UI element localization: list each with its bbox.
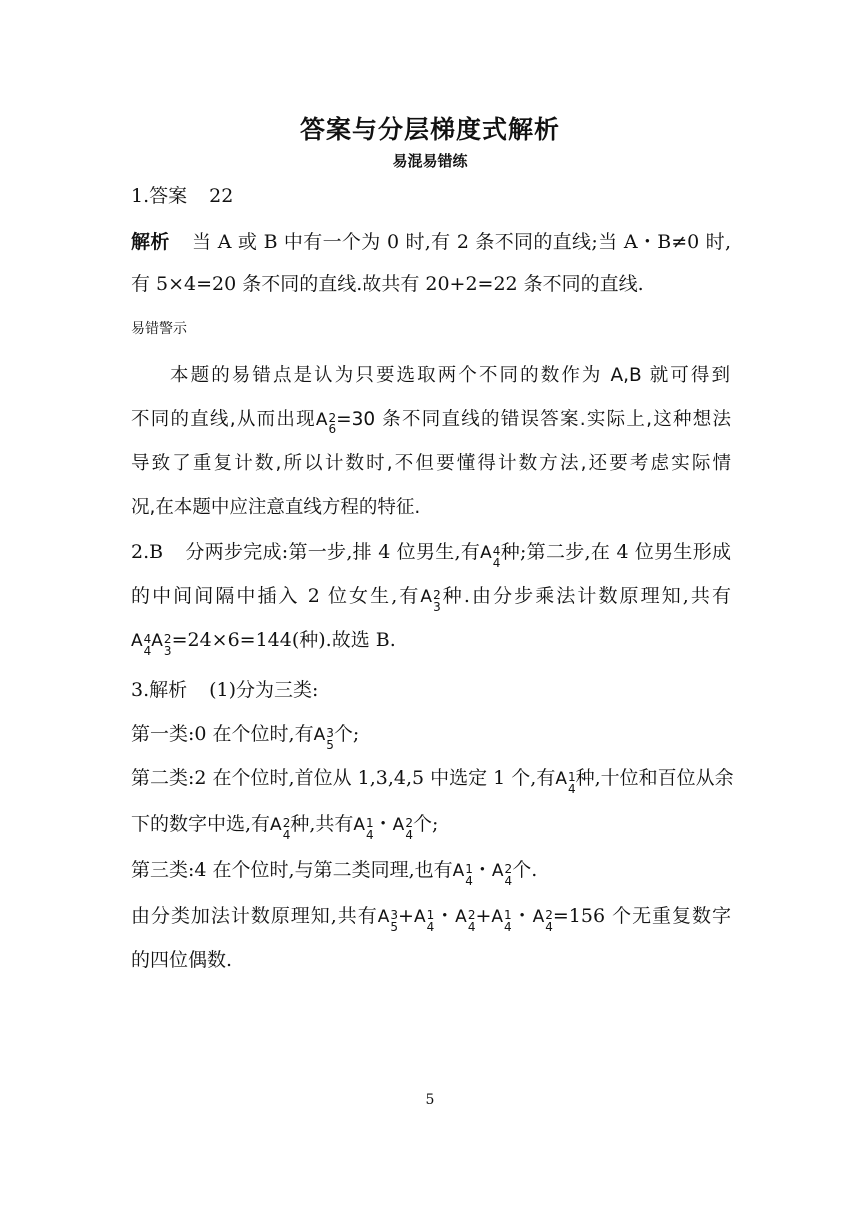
- warning-line3: 导致了重复计数,所以计数时,不但要懂得计数方法,还要考虑实际情: [131, 453, 731, 474]
- q3-number: 3.解析: [131, 679, 188, 701]
- q1-explanation-line2: 有 5×4=20 条不同的直线.故共有 20+2=22 条不同的直线.: [131, 273, 644, 295]
- q2-number: 2.B: [131, 541, 164, 563]
- q3-sum-line1: 由分类加法计数原理知,共有A 3 5 +A 1 4 ・A 2 4 +A 1 4 ・A 2 4 =156 个无重复数字: [131, 905, 731, 934]
- warning-line1: 本题的易错点是认为只要选取两个不同的数作为 A,B 就可得到: [170, 365, 730, 386]
- q1-number: 1.答案: [131, 185, 188, 207]
- perm-A: A: [315, 410, 328, 430]
- q1-text1: 当 A 或 B 中有一个为 0 时,有 2 条不同的直线;当 A・B≠0 时,: [191, 231, 731, 253]
- q2-line3: A 4 4 A 2 3 =24×6=144(种).故选 B.: [131, 629, 396, 658]
- q2-line1: 2.B 分两步完成:第一步,排 4 位男生,有A 4 4 种;第二步,在 4 位男生形成: [131, 541, 732, 570]
- q3-header: 3.解析 (1)分为三类:: [131, 679, 319, 701]
- page-number: 5: [425, 1092, 435, 1108]
- q3-case3: 第三类:4 在个位时,与第二类同理,也有A 1 4 ・A 2 4 个.: [131, 859, 538, 888]
- q3-case2-line1: 第二类:2 在个位时,首位从 1,3,4,5 中选定 1 个,有A 1 4 种,十位和百位从余: [131, 767, 734, 796]
- q3-sum-line2: 的四位偶数.: [131, 949, 233, 971]
- q1-jiexi-label: 解析: [131, 231, 170, 253]
- warning-line4: 况,在本题中应注意直线方程的特征.: [131, 497, 421, 518]
- q1-answer: 22: [209, 185, 234, 207]
- q2-line2: 的中间间隔中插入 2 位女生,有A 2 3 种.由分步乘法计数原理知,共有: [131, 585, 731, 614]
- section-subtitle: 易混易错练: [392, 152, 468, 170]
- q3-case1: 第一类:0 在个位时,有A 3 5 个;: [131, 723, 360, 752]
- warning-line2: 不同的直线,从而出现A 2 6 =30 条不同直线的错误答案.实际上,这种想法: [131, 409, 731, 437]
- q3-case2-line2: 下的数字中选,有A 2 4 种,共有A 1 4 ・A 2 4 个;: [131, 813, 439, 842]
- page-title: 答案与分层梯度式解析: [299, 115, 560, 144]
- q1-answer-line: [131, 182, 731, 210]
- warning-label: 易错警示: [131, 321, 187, 337]
- q1-explanation-line1: [131, 228, 731, 256]
- perm-index: 2 6: [328, 410, 337, 437]
